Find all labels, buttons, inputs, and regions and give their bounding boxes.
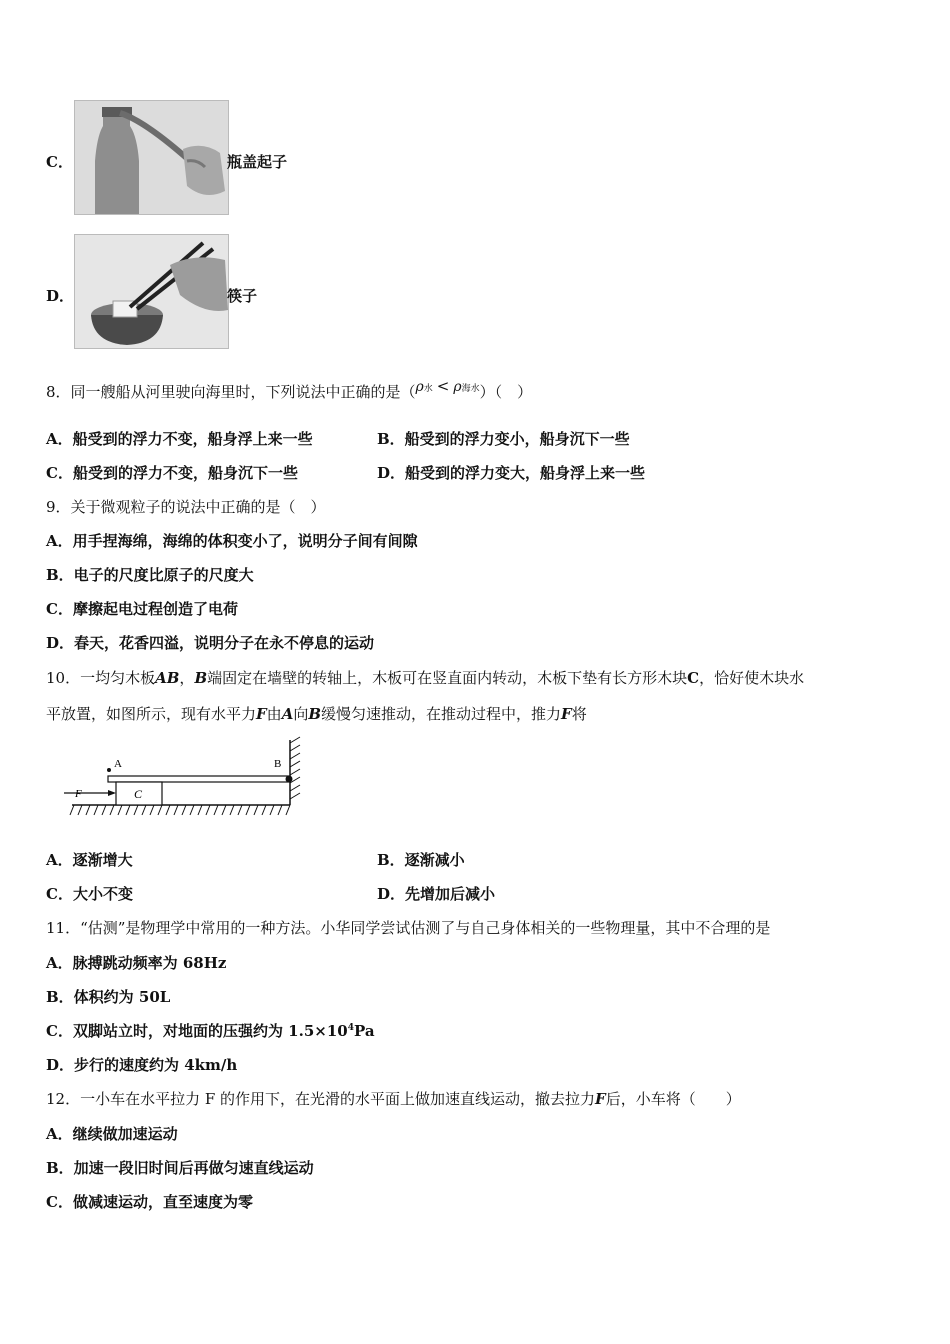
q9-option-c: C．摩擦起电过程创造了电荷 xyxy=(46,600,238,618)
q10-text-7: 向 xyxy=(293,705,309,723)
board-ab xyxy=(108,776,290,782)
q12-stem xyxy=(46,1089,741,1109)
ground-hatching xyxy=(70,805,290,815)
q10-stem-line2 xyxy=(46,704,587,724)
q8-option-a: A．船受到的浮力不变，船身浮上来一些 xyxy=(46,430,313,448)
q7-option-d-caption: 筷子 xyxy=(227,287,258,305)
bottle-opener-photo-icon xyxy=(75,101,228,214)
block-c-label: C xyxy=(134,787,143,801)
q11-option-d: D．步行的速度约为 4km/h xyxy=(46,1056,238,1074)
q7-option-d-label: D． xyxy=(46,287,75,305)
rho-water-sub: 水 xyxy=(423,384,433,394)
q12-option-b: B．加速一段旧时间后再做匀速直线运动 xyxy=(46,1159,314,1177)
q9-option-b: B．电子的尺度比原子的尺度大 xyxy=(46,566,254,584)
chopsticks-image xyxy=(74,234,229,349)
q8-stem xyxy=(46,377,533,405)
q10-text-2: ， xyxy=(179,669,195,687)
bottle-opener-image xyxy=(74,100,229,215)
q10-option-d: D．先增加后减小 xyxy=(377,885,496,903)
q10-text-5: 平放置，如图所示，现有水平力 xyxy=(46,705,257,723)
q8-option-c: C．船受到的浮力不变，船身沉下一些 xyxy=(46,464,298,482)
q11-c-unit: Pa xyxy=(353,1022,375,1040)
q12-f: F xyxy=(595,1090,606,1108)
wall-hatching xyxy=(290,737,300,799)
q12-text-1: 12．一小车在水平拉力 F 的作用下，在光滑的水平面上做加速直线运动，撤去拉力 xyxy=(46,1090,596,1108)
q7-option-c-label: C． xyxy=(46,153,73,171)
point-b-label: B xyxy=(274,758,282,770)
q10-text-1: 10．一均匀木板 xyxy=(46,669,156,687)
q10-text-6: 由 xyxy=(266,705,282,723)
q10-option-a: A．逐渐增大 xyxy=(46,851,133,869)
pivot-b xyxy=(286,776,293,783)
point-a xyxy=(107,768,111,772)
q7-option-c-caption: 瓶盖起子 xyxy=(227,153,288,171)
q12-text-2: 后，小车将（ ） xyxy=(605,1090,741,1108)
q9-stem: 9．关于微观粒子的说法中正确的是（ ） xyxy=(46,498,326,516)
q10-ab: AB xyxy=(155,669,180,687)
point-a-label: A xyxy=(114,758,122,770)
q11-stem: 11．“估测”是物理学中常用的一种方法。小华同学尝试估测了与自己身体相关的一些物理量，其中不合理的是 xyxy=(46,919,771,937)
rho-sea: ρ xyxy=(453,379,462,395)
q10-a: A xyxy=(281,705,294,723)
q10-text-4: ，恰好使木块水 xyxy=(699,669,805,687)
q12-option-a: A．继续做加速运动 xyxy=(46,1125,178,1143)
q9-option-d: D．春天，花香四溢，说明分子在永不停息的运动 xyxy=(46,634,375,652)
lever-board-diagram xyxy=(60,735,310,830)
q11-option-b: B．体积约为 50L xyxy=(46,988,171,1006)
rho-sea-sub: 海水 xyxy=(461,384,480,394)
force-label: F xyxy=(75,788,82,800)
rho-water: ρ xyxy=(415,379,424,395)
q10-option-b: B．逐渐减小 xyxy=(377,851,465,869)
q10-text-9: 将 xyxy=(571,705,587,723)
q8-stem-end: ）（ ） xyxy=(479,383,533,401)
q12-option-c: C．做减速运动，直至速度为零 xyxy=(46,1193,253,1211)
chopsticks-photo-icon xyxy=(75,235,228,348)
q8-option-d: D．船受到的浮力变大，船身浮上来一些 xyxy=(377,464,646,482)
q8-option-b: B．船受到的浮力变小，船身沉下一些 xyxy=(377,430,630,448)
q10-b: B xyxy=(194,669,208,687)
q10-stem-line1 xyxy=(46,668,804,688)
q11-option-a: A．脉搏跳动频率为 68Hz xyxy=(46,954,227,972)
q11-c-exponent: 4 xyxy=(347,1023,354,1033)
q10-f2: F xyxy=(561,705,572,723)
q10-c: C xyxy=(687,669,700,687)
q10-b2: B xyxy=(308,705,322,723)
q11-c-text: C．双脚站立时，对地面的压强约为 1.5×10 xyxy=(46,1022,348,1040)
q10-f: F xyxy=(256,705,267,723)
q9-option-a: A．用手捏海绵，海绵的体积变小了，说明分子间有间隙 xyxy=(46,532,418,550)
q10-text-8: 缓慢匀速推动，在推动过程中，推力 xyxy=(321,705,562,723)
less-than: < xyxy=(436,377,450,395)
q11-option-c xyxy=(46,1021,375,1041)
force-arrow-head xyxy=(108,790,116,796)
q10-text-3: 端固定在墙壁的转轴上，木板可在竖直面内转动，木板下垫有长方形木块 xyxy=(207,669,688,687)
q8-stem-text: 8．同一艘船从河里驶向海里时，下列说法中正确的是（ xyxy=(46,383,416,401)
q10-option-c: C．大小不变 xyxy=(46,885,133,903)
